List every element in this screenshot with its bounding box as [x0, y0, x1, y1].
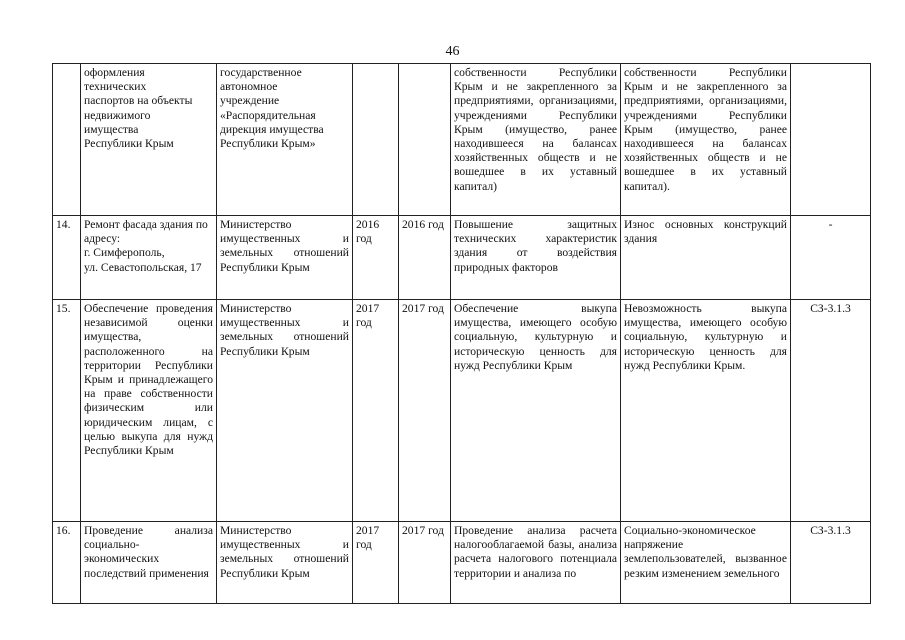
program-table: [52, 63, 871, 604]
measure-name: Ремонт фасада здания по адресу: г. Симферополь, ул. Севастопольская, 17: [81, 216, 217, 300]
table-row: [53, 64, 871, 216]
measure-name: Обеспечение проведения независимой оценки имущества, расположенного на территории Республики Крым и принадлежащего на праве собственности физическим или юридическим лицам, с целью выкупа для нужд Республики Крым: [81, 300, 217, 522]
table-row: [53, 216, 871, 300]
row-number: 15.: [53, 300, 81, 522]
indicator-link: СЗ-3.1.3: [791, 522, 871, 604]
start-year: 2017 год: [353, 300, 399, 522]
expected-result: Проведение анализа расчета налогооблагаемой базы, анализа расчета налогового потенциала территории и анализа по: [451, 522, 621, 604]
consequence: Невозможность выкупа имущества, имеющего особую социальную, культурную и историческую ценность для нужд Республики Крым.: [621, 300, 791, 522]
expected-result: Обеспечение выкупа имущества, имеющего особую социальную, культурную и историческую ценность для нужд Республики Крым: [451, 300, 621, 522]
row-number: 16.: [53, 522, 81, 604]
end-year: [399, 64, 451, 216]
end-year: 2017 год: [399, 300, 451, 522]
start-year: 2016 год: [353, 216, 399, 300]
indicator-link: СЗ-3.1.3: [791, 300, 871, 522]
page-number: 46: [445, 44, 460, 59]
expected-result: Повышение защитных технических характеристик здания от воздействия природных факторов: [451, 216, 621, 300]
indicator-link: -: [791, 216, 871, 300]
start-year: [353, 64, 399, 216]
executor: Министерство имущественных и земельных отношений Республики Крым: [217, 522, 353, 604]
table-row: [53, 300, 871, 522]
end-year: 2017 год: [399, 522, 451, 604]
executor: государственное автономное учреждение «Распорядительная дирекция имущества Республики Крым»: [217, 64, 353, 216]
row-number: [53, 64, 81, 216]
consequence: Социально-экономическое напряжение землепользователей, вызванное резким изменением земельного: [621, 522, 791, 604]
executor: Министерство имущественных и земельных отношений Республики Крым: [217, 216, 353, 300]
measure-name: Проведение анализа социально-экономических последствий применения: [81, 522, 217, 604]
table-row: [53, 522, 871, 604]
expected-result: собственности Республики Крым и не закрепленного за предприятиями, организациями, учреждениями Республики Крым (имущество, ранее находившееся на балансах хозяйственных обществ и не вошедшее в их уставный капитал): [451, 64, 621, 216]
consequence: собственности Республики Крым и не закрепленного за предприятиями, организациями, учреждениями Республики Крым (имущество, ранее находившееся на балансах хозяйственных обществ и не вошедшее в их уставный капитал).: [621, 64, 791, 216]
end-year: 2016 год: [399, 216, 451, 300]
indicator-link: [791, 64, 871, 216]
row-number: 14.: [53, 216, 81, 300]
start-year: 2017 год: [353, 522, 399, 604]
executor: Министерство имущественных и земельных отношений Республики Крым: [217, 300, 353, 522]
consequence: Износ основных конструкций здания: [621, 216, 791, 300]
measure-name: оформления технических паспортов на объекты недвижимого имущества Республики Крым: [81, 64, 217, 216]
